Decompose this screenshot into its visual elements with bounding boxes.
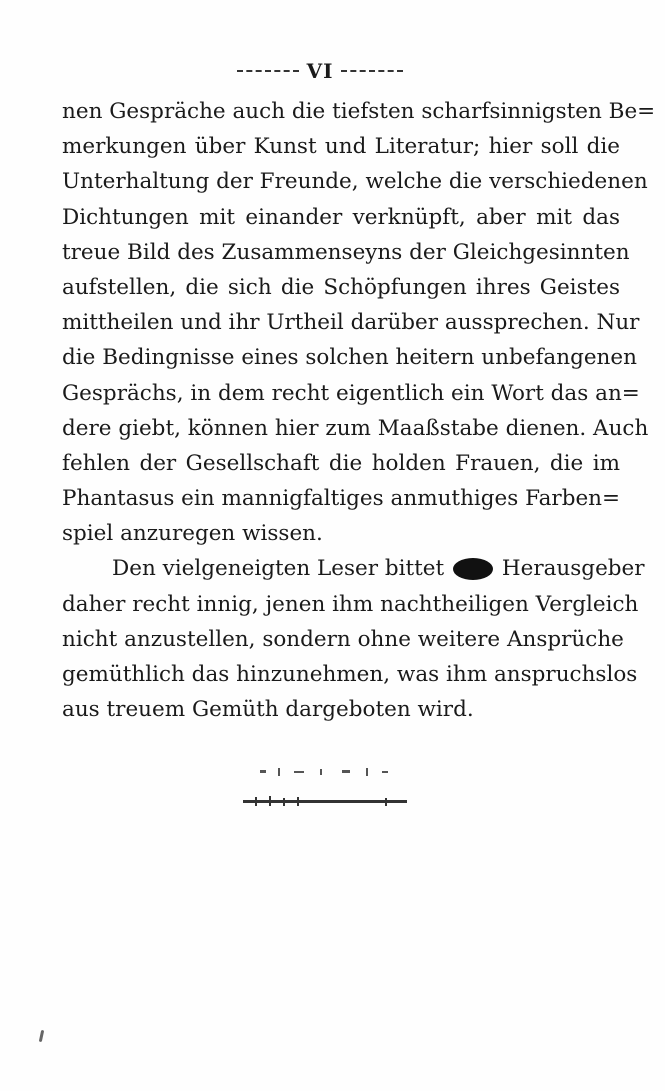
text-line: aus treuem Gemüth dargeboten wird. xyxy=(62,697,474,723)
text-line: die Bedingnisse eines solchen heitern unbefangenen xyxy=(62,345,637,371)
paper-speck xyxy=(39,1030,44,1042)
text-line: spiel anzuregen wissen. xyxy=(62,521,323,547)
text-line: nicht anzustellen, sondern ohne weitere Ansprüche xyxy=(62,626,624,652)
header-rule-right xyxy=(341,70,403,72)
ink-blot xyxy=(453,558,493,580)
text-line: gemüthlich das hinzunehmen, was ihm anspruchslos xyxy=(62,662,638,687)
ornament-lower xyxy=(230,795,420,809)
body-text xyxy=(62,94,656,727)
text-line: Dichtungen mit einander verknüpft, aber mit das xyxy=(62,204,620,230)
text-line: daher recht innig, jenen ihm nachtheiligen Vergleich xyxy=(62,591,639,617)
text-line: Gesprächs, in dem recht eigentlich ein Wort das an= xyxy=(62,380,640,406)
page-number: VI xyxy=(306,59,334,83)
text-line: Unterhaltung der Freunde, welche die verschiedenen xyxy=(62,169,648,195)
text-line: dere giebt, können hier zum Maaßstabe dienen. Auch xyxy=(62,415,649,441)
text-line: Phantasus ein mannigfaltiges anmuthiges Farben= xyxy=(62,486,621,512)
ornament-upper xyxy=(230,765,420,779)
text-line: mittheilen und ihr Urtheil darüber aussprechen. Nur xyxy=(62,310,640,336)
page-header xyxy=(225,56,415,86)
text-line: aufstellen, die sich die Schöpfungen ihres Geistes xyxy=(62,274,620,300)
text-fragment: Den vielgeneigten Leser bittet xyxy=(112,556,445,582)
paragraph-2-first-line xyxy=(62,551,645,586)
text-line: merkungen über Kunst und Literatur; hier soll die xyxy=(62,134,620,160)
header-rule-left xyxy=(237,70,299,72)
text-line: fehlen der Gesellschaft die holden Frauen, die im xyxy=(62,450,620,476)
text-line: treue Bild des Zusammenseyns der Gleichgesinnten xyxy=(62,239,630,265)
text-line: nen Gespräche auch die tiefsten scharfsinnigsten Be= xyxy=(62,99,656,124)
text-fragment: Herausgeber xyxy=(501,556,645,582)
